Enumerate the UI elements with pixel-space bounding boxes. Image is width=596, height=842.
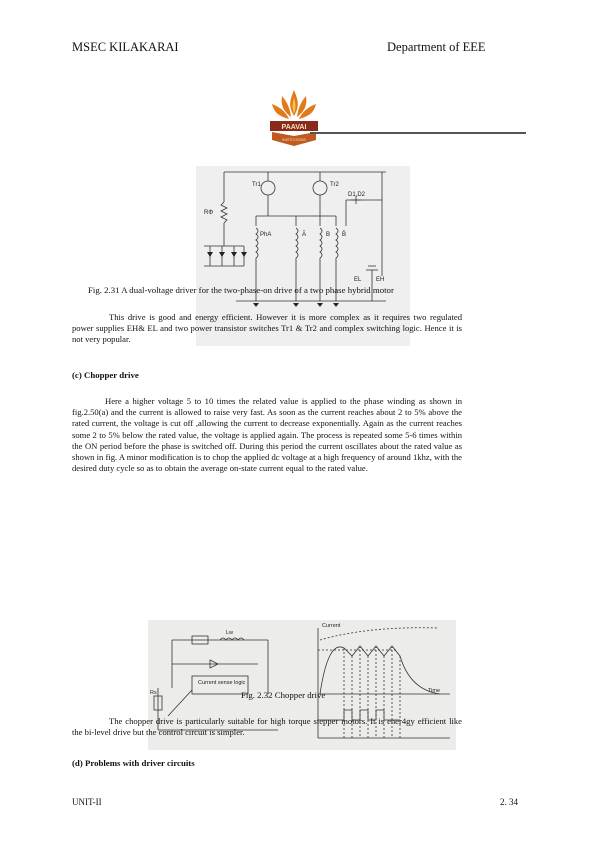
logo-subtext: INSTITUTIONS: [282, 138, 306, 142]
header-institution: MSEC KILAKARAI: [72, 40, 179, 54]
label-d1d2: D1,D2: [348, 192, 366, 198]
label-b: B: [326, 232, 331, 238]
label-rs: Rs: [150, 690, 157, 696]
figure2-caption: Fig. 2.32 Chopper drive: [241, 690, 326, 700]
logo-text: PAAVAI: [281, 124, 307, 131]
label-a-bar: Ā: [302, 232, 307, 238]
header-rule: [310, 132, 526, 134]
section-heading-problems: (d) Problems with driver circuits: [72, 758, 195, 768]
label-resistor: RΦ: [204, 210, 214, 216]
label-b-bar: B̄: [342, 232, 347, 238]
paragraph-text: The chopper drive is particularly suitable for high torque stepper motors. It is ener4gy efficient like the bi-level drive but the control circuit is simpler.: [72, 716, 462, 738]
label-time: Time: [428, 688, 441, 694]
label-lw: Lw: [226, 630, 234, 636]
paavai-logo: [262, 88, 326, 154]
section-heading-chopper: (c) Chopper drive: [72, 370, 139, 380]
paragraph-dual-voltage: [72, 312, 462, 346]
footer-page-number: 2. 34: [500, 797, 518, 807]
label-logic: Current sense logic: [198, 680, 246, 686]
figure1-caption: Fig. 2.31 A dual-voltage driver for the two-phase-on drive of a two phase hybrid motor: [88, 285, 394, 295]
label-current: Current: [322, 623, 341, 629]
label-tr2: Tr2: [330, 182, 339, 188]
label-tr1: Tr1: [252, 182, 261, 188]
paragraph-text: Here a higher voltage 5 to 10 times the related value is applied to the phase winding as shown in fig.2.50(a) and the current is allowed to raise very fast. As soon as the current reaches about 2 to 5% above the rated current, the voltage is cut off ,allowing the current to decrease exponentially. Again as the current reaches some 2 to 5% below the rated value, the voltage is applied again. The process is repeated some 5-6 times within the ON period before the phase is switched off. During this period the current oscillates about the rated value as shown in fig. A minor modification is to chop the applied dc voltage at a high frequency of around 1khz, with the desired duty cycle so as to obtain the average on-state current equal to the rated value.: [72, 396, 462, 474]
label-eh: EH: [376, 277, 385, 283]
footer-unit: UNIT-II: [72, 797, 102, 807]
label-el: EL: [354, 277, 362, 283]
paragraph-chopper-summary: [72, 716, 462, 738]
header-department: Department of EEE: [387, 40, 486, 54]
paragraph-chopper: [72, 396, 462, 474]
label-pha: PhA: [260, 232, 272, 238]
paragraph-text: This drive is good and energy efficient. However it is more complex as it requires two regulated power supplies EH& EL and two power transistor switches Tr1 & Tr2 and complex switching logic. Hence it is not very popular.: [72, 312, 462, 345]
